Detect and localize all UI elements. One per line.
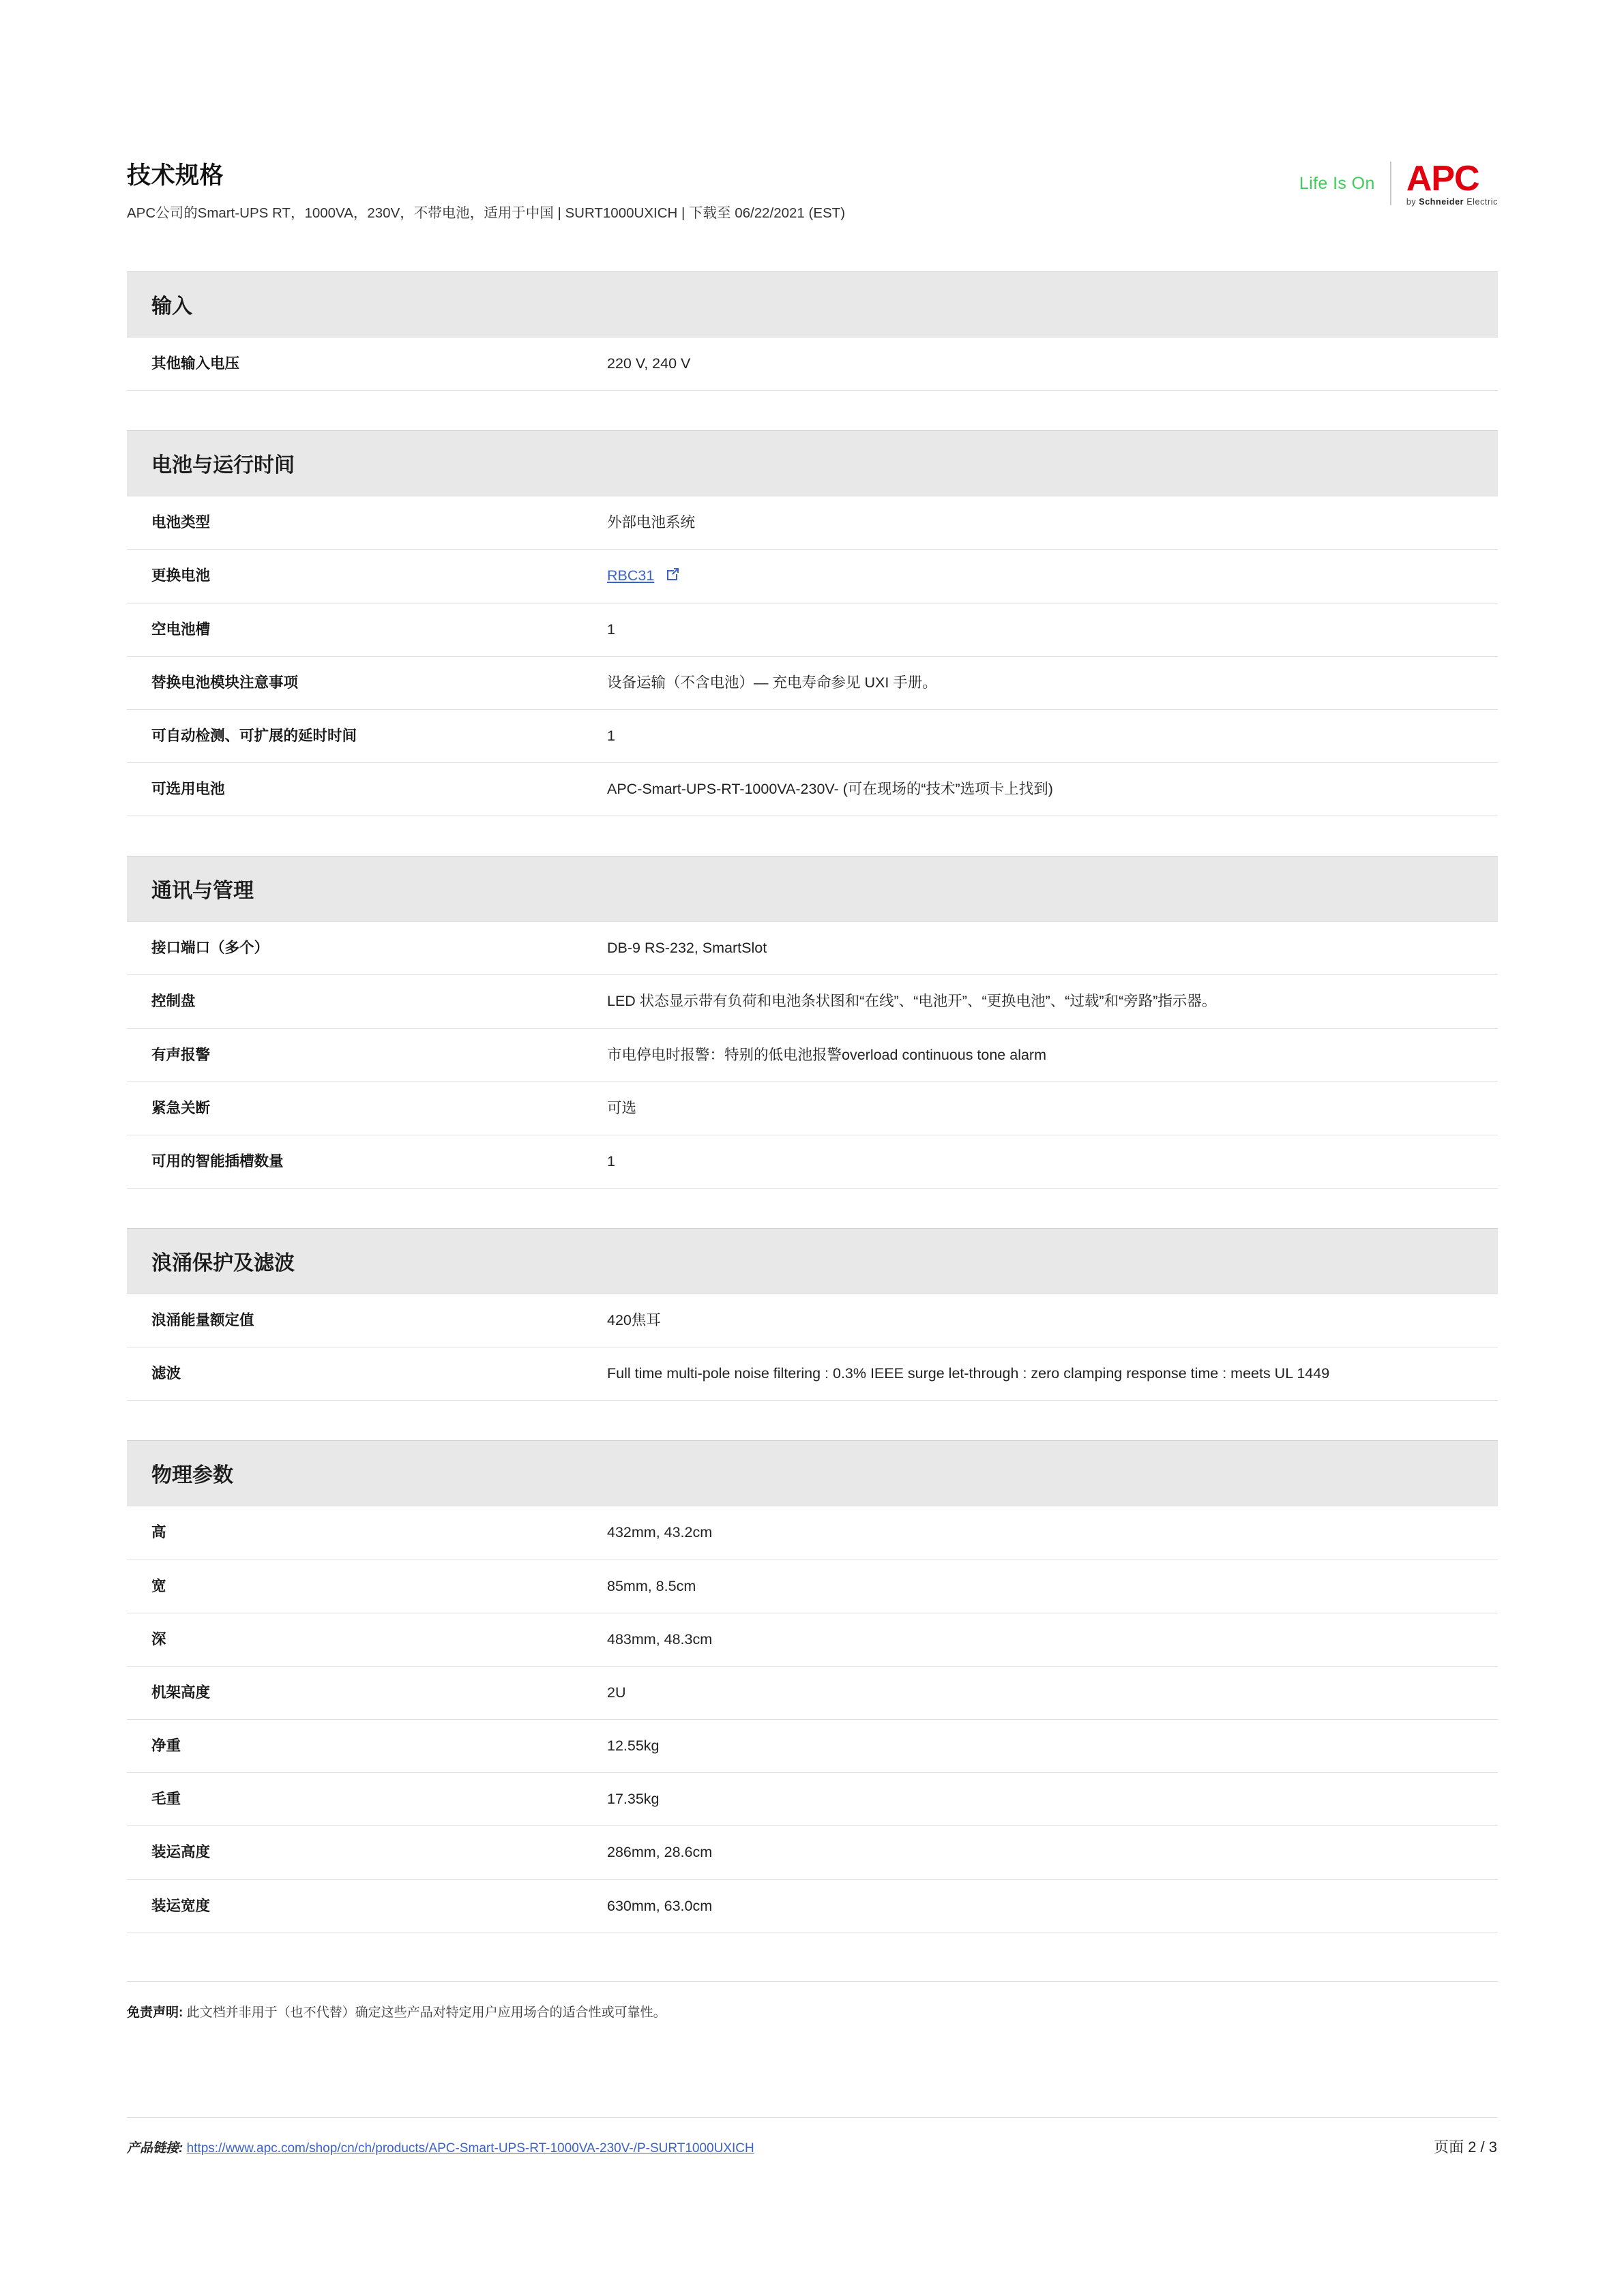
table-row <box>127 1773 1498 1826</box>
byline-prefix: by <box>1406 197 1419 207</box>
row-label: 更换电池 <box>127 550 577 603</box>
schneider-byline <box>1406 198 1498 207</box>
row-value-link <box>577 550 1498 603</box>
section-title: 电池与运行时间 <box>127 430 1498 496</box>
row-label: 其他输入电压 <box>127 338 577 391</box>
row-label: 紧急关断 <box>127 1082 577 1135</box>
row-label: 装运高度 <box>127 1826 577 1879</box>
spec-table <box>127 337 1498 391</box>
page-footer <box>127 2117 1497 2157</box>
row-label: 控制盘 <box>127 975 577 1028</box>
row-value: 286mm, 28.6cm <box>577 1826 1498 1879</box>
table-row <box>127 656 1498 709</box>
row-value: LED 状态显示带有负荷和电池条状图和“在线”、“电池开”、“更换电池”、“过载”和“旁路”指示器。 <box>577 975 1498 1028</box>
table-row <box>127 1826 1498 1879</box>
brand-block <box>1299 161 1498 207</box>
byline-suffix: Electric <box>1466 197 1498 207</box>
document-header <box>127 157 1498 232</box>
row-label: 接口端口（多个） <box>127 922 577 975</box>
table-row <box>127 1082 1498 1135</box>
page-number: 页面 2 / 3 <box>1434 2138 1497 2156</box>
footer-link-label: 产品链接: <box>127 2141 183 2156</box>
spec-section-battery <box>127 430 1498 816</box>
row-label: 可用的智能插槽数量 <box>127 1135 577 1188</box>
table-row <box>127 709 1498 762</box>
row-value: 483mm, 48.3cm <box>577 1613 1498 1666</box>
row-label: 浪涌能量额定值 <box>127 1294 577 1347</box>
row-value: DB-9 RS-232, SmartSlot <box>577 922 1498 975</box>
external-link-icon[interactable] <box>665 567 680 582</box>
document-subtitle: APC公司的Smart-UPS RT，1000VA，230V，不带电池，适用于中国 | SURT1000UXICH | 下载至 06/22/2021 (EST) <box>127 205 846 221</box>
row-label: 毛重 <box>127 1773 577 1826</box>
spec-section-input <box>127 271 1498 391</box>
row-label: 滤波 <box>127 1347 577 1401</box>
spec-section-surge <box>127 1228 1498 1401</box>
disclaimer-text: 此文档并非用于（也不代替）确定这些产品对特定用户应用场合的适合性或可靠性。 <box>186 2005 666 2020</box>
row-label: 有声报警 <box>127 1028 577 1082</box>
table-row <box>127 975 1498 1028</box>
row-value: 220 V, 240 V <box>577 338 1498 391</box>
spec-section-physical <box>127 1440 1498 1933</box>
section-title: 物理参数 <box>127 1440 1498 1506</box>
row-value: 1 <box>577 709 1498 762</box>
spec-section-communications <box>127 856 1498 1189</box>
row-value: 1 <box>577 603 1498 656</box>
row-label: 替换电池模块注意事项 <box>127 656 577 709</box>
row-label: 净重 <box>127 1720 577 1773</box>
disclaimer-label: 免责声明: <box>127 2005 183 2020</box>
table-row <box>127 1613 1498 1666</box>
replacement-battery-link[interactable]: RBC31 <box>607 567 655 584</box>
row-value: 外部电池系统 <box>577 496 1498 550</box>
spec-table <box>127 921 1498 1189</box>
row-label: 高 <box>127 1506 577 1560</box>
row-value: 85mm, 8.5cm <box>577 1560 1498 1613</box>
row-label: 宽 <box>127 1560 577 1613</box>
row-value: 1 <box>577 1135 1498 1188</box>
row-value: 设备运输（不含电池）— 充电寿命参见 UXI 手册。 <box>577 656 1498 709</box>
row-value: 市电停电时报警：特别的低电池报警overload continuous tone alarm <box>577 1028 1498 1082</box>
table-row <box>127 763 1498 816</box>
row-value: 17.35kg <box>577 1773 1498 1826</box>
table-row <box>127 1560 1498 1613</box>
table-row <box>127 1135 1498 1188</box>
table-row <box>127 1666 1498 1719</box>
row-label: 深 <box>127 1613 577 1666</box>
row-label: 电池类型 <box>127 496 577 550</box>
apc-logo <box>1406 161 1498 207</box>
row-label: 可选用电池 <box>127 763 577 816</box>
brand-divider <box>1390 162 1391 205</box>
product-link[interactable]: https://www.apc.com/shop/cn/ch/products/APC-Smart-UPS-RT-1000VA-230V-/P-SURT1000UXICH <box>186 2141 754 2156</box>
table-row <box>127 496 1498 550</box>
row-value: APC-Smart-UPS-RT-1000VA-230V- (可在现场的“技术”选项卡上找到) <box>577 763 1498 816</box>
table-row <box>127 1028 1498 1082</box>
table-row <box>127 922 1498 975</box>
row-value: 12.55kg <box>577 1720 1498 1773</box>
table-row <box>127 338 1498 391</box>
row-label: 装运宽度 <box>127 1879 577 1933</box>
page-content <box>127 157 1498 2021</box>
row-value: Full time multi-pole noise filtering : 0.3% IEEE surge let-through : zero clamping response time : meets UL 1449 <box>577 1347 1498 1401</box>
table-row <box>127 1506 1498 1560</box>
tagline: Life Is On <box>1299 173 1375 193</box>
disclaimer <box>127 1981 1498 2021</box>
row-label: 空电池槽 <box>127 603 577 656</box>
row-label: 机架高度 <box>127 1666 577 1719</box>
row-label: 可自动检测、可扩展的延时时间 <box>127 709 577 762</box>
section-title: 通讯与管理 <box>127 856 1498 921</box>
footer-link-block <box>127 2138 754 2156</box>
row-value: 可选 <box>577 1082 1498 1135</box>
table-row <box>127 1294 1498 1347</box>
table-row <box>127 603 1498 656</box>
spec-table <box>127 1294 1498 1401</box>
page-title: 技术规格 <box>127 162 224 189</box>
apc-wordmark: APC <box>1406 159 1479 198</box>
table-row <box>127 1879 1498 1933</box>
row-value: 630mm, 63.0cm <box>577 1879 1498 1933</box>
table-row <box>127 550 1498 603</box>
section-title: 浪涌保护及滤波 <box>127 1228 1498 1294</box>
table-row <box>127 1347 1498 1401</box>
section-title: 输入 <box>127 271 1498 337</box>
row-value: 2U <box>577 1666 1498 1719</box>
row-value: 420焦耳 <box>577 1294 1498 1347</box>
spec-table <box>127 496 1498 816</box>
table-row <box>127 1720 1498 1773</box>
byline-bold: Schneider <box>1419 197 1464 207</box>
row-value: 432mm, 43.2cm <box>577 1506 1498 1560</box>
spec-table <box>127 1506 1498 1933</box>
